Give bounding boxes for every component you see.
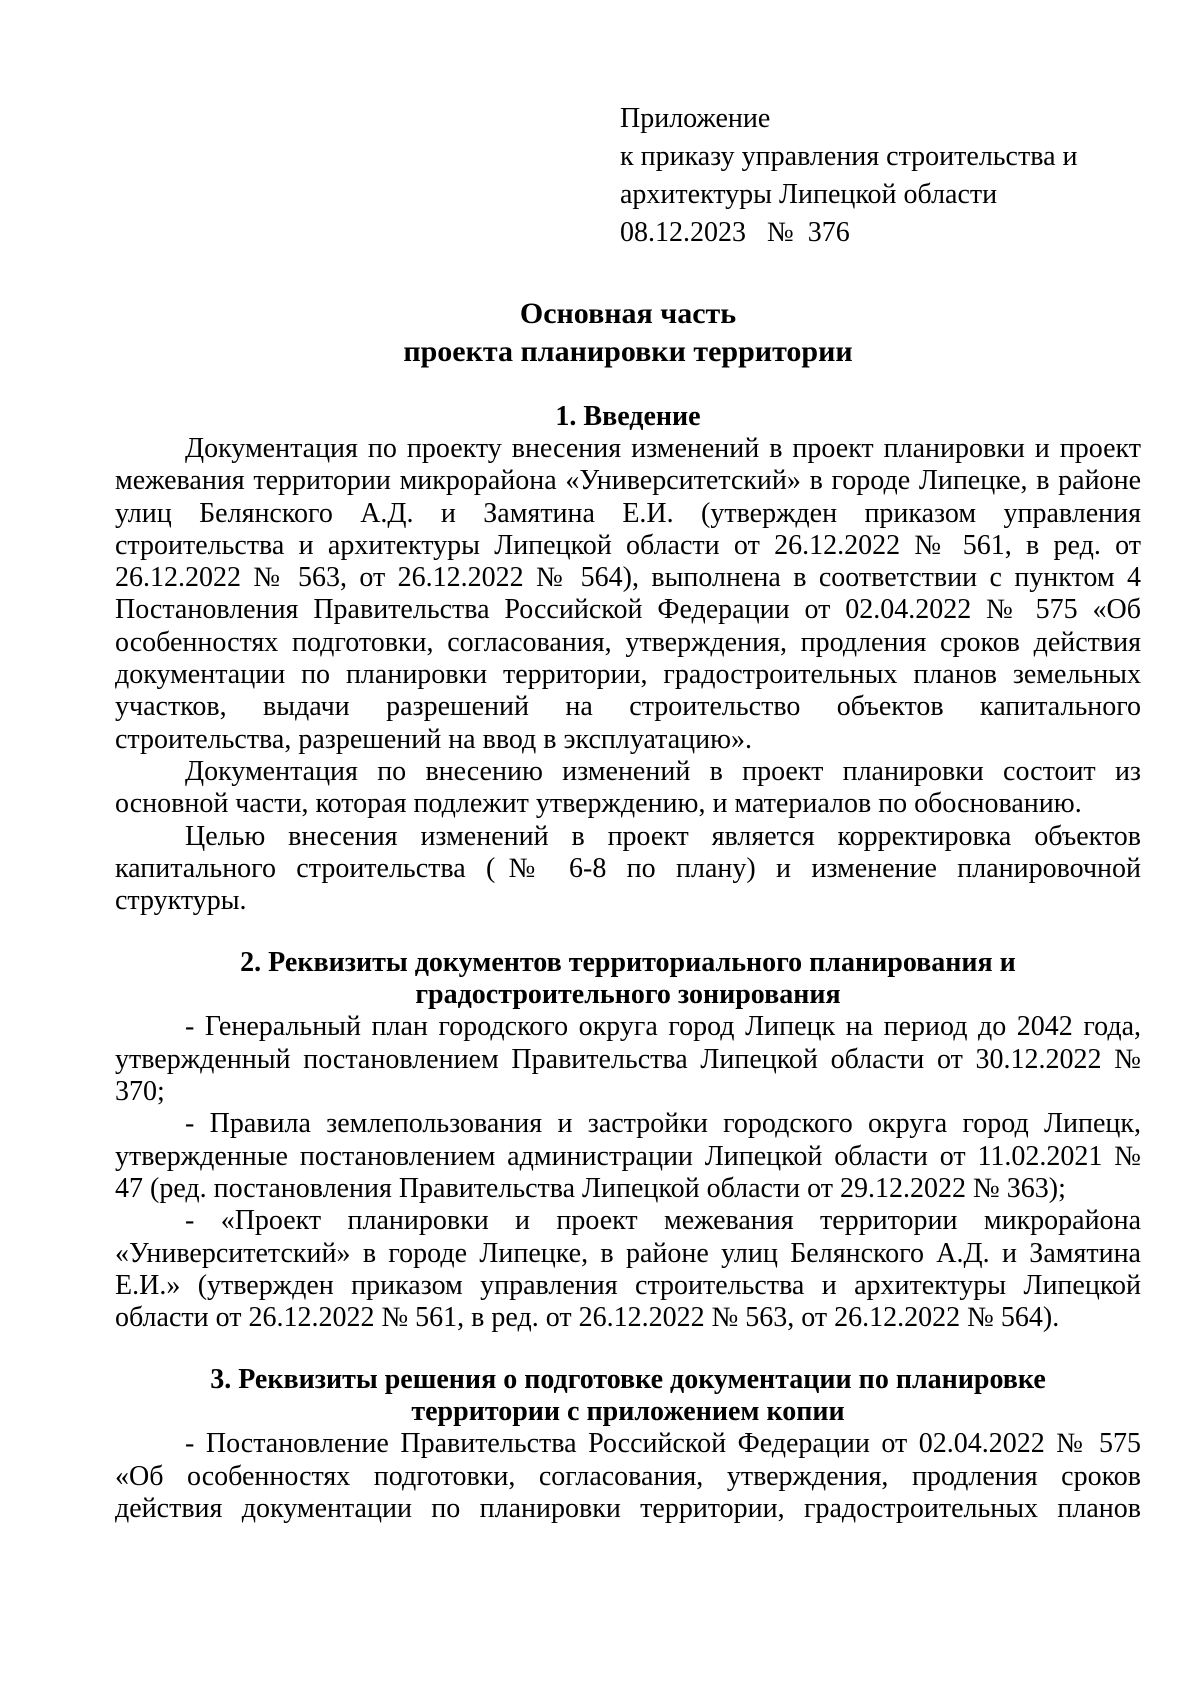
document-body [115, 295, 1141, 1525]
section-heading [115, 401, 1141, 433]
paragraph: Документация по внесению изменений в проект планировки состоит из основной части, которая подлежит утверждению, и материалов по обоснованию. [115, 755, 1141, 820]
section-spacer [115, 1334, 1141, 1364]
section-heading [115, 947, 1141, 1011]
section-heading-line: территории с приложением копии [411, 1396, 845, 1428]
section-spacer [115, 917, 1141, 947]
document-title-line: Основная часть [519, 297, 737, 330]
section-heading-line: градостроительного зонирования [415, 979, 841, 1011]
document-title [115, 295, 1141, 371]
section-planning-documents [115, 947, 1141, 1334]
section-heading-line: 1. Введение [555, 401, 701, 432]
document-title-line: проекта планировки территории [403, 335, 853, 368]
paragraph: Целью внесения изменений в проект является корректировка объектов капитального строительства (№ 6-8 по плану) и изменение планировочной структуры. [115, 820, 1141, 917]
paragraph: Документация по проекту внесения изменений в проект планировки и проект межевания территории микрорайона «Университетский» в городе Липецке, в районе улиц Белянского А.Д. и Замятина Е.И. (утвержден приказом управления строительства и архитектуры Липецкой области от 26.12.2022 № 561, в ред. от 26.12.2022 № 563, от 26.12.2022 № 564), выполнена в соответствии с пунктом 4 Постановления Правительства Российской Федерации от 02.04.2022 № 575 «Об особенностях подготовки, согласования, утверждения, продления сроков действия документации по планировки территории, градостроительных планов земельных участков, выдачи разрешений на строительство объектов капитального строительства, разрешений на ввод в эксплуатацию». [115, 433, 1141, 755]
appendix-line: Приложение [620, 103, 771, 134]
section-heading-line: 2. Реквизиты документов территориального планирования и [240, 947, 1016, 979]
paragraph: - «Проект планировки и проект межевания территории микрорайона «Университетский» в городе Липецке, в районе улиц Белянского А.Д. и Замятина Е.И.» (утвержден приказом управления строительства и архитектуры Липецкой области от 26.12.2022 № 561, в ред. от 26.12.2022 № 563, от 26.12.2022 № 564). [115, 1205, 1141, 1334]
appendix-line: архитектуры Липецкой области [620, 179, 998, 210]
section-heading [115, 1364, 1141, 1428]
paragraph: - Правила землепользования и застройки городского округа город Липецк, утвержденные постановлением администрации Липецкой области от 11.02.2021 № 47 (ред. постановления Правительства Липецкой области от 29.12.2022 № 363); [115, 1108, 1141, 1204]
section-preparation-decision [115, 1364, 1141, 1525]
paragraph: - Постановление Правительства Российской Федерации от 02.04.2022 № 575 «Об особенностях подготовки, согласования, утверждения, продления сроков действия документации по планировки территории, градостроительных планов [115, 1428, 1141, 1525]
paragraph: - Генеральный план городского округа город Липецк на период до 2042 года, утвержденный постановлением Правительства Липецкой области от 30.12.2022 № 370; [115, 1011, 1141, 1108]
appendix-date-number: 08.12.2023 № 376 [620, 217, 850, 248]
section-heading-line: 3. Реквизиты решения о подготовке документации по планировке [210, 1364, 1046, 1396]
appendix-line: к приказу управления строительства и [620, 141, 1078, 172]
appendix-header [620, 100, 1140, 252]
section-introduction [115, 401, 1141, 917]
